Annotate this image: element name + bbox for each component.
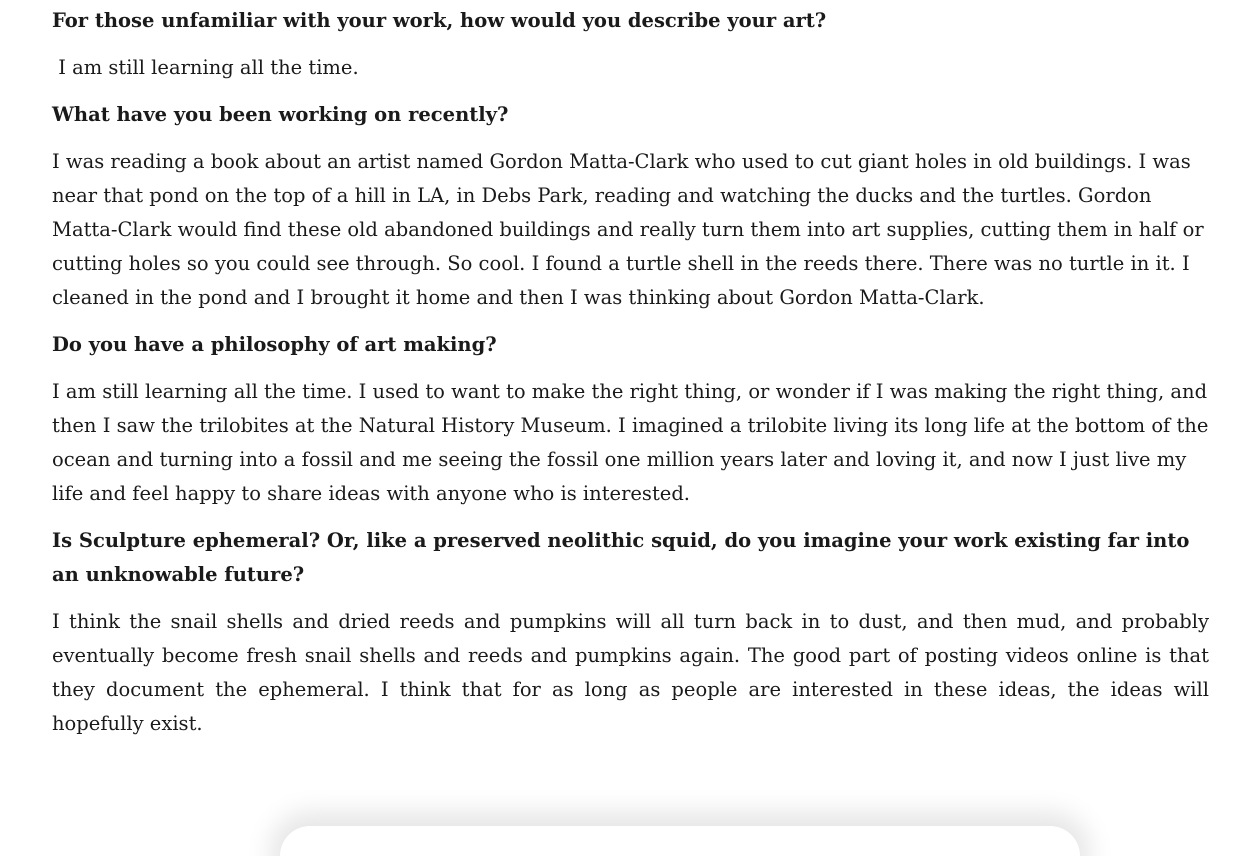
interview-question-2: What have you been working on recently? [52, 103, 509, 126]
interview-answer-4: I think the snail shells and dried reeds and pumpkins will all turn back in to dust, and then mud, and probably eventually become fresh snail shells and reeds and pumpkins again. The good part of posting videos online is that they document the ephemeral. I think that for as long as people are interested in these ideas, the ideas will hopefully exist. [52, 610, 1209, 735]
interview-answer-1: I am still learning all the time. [52, 56, 359, 79]
interview-question-3: Do you have a philosophy of art making? [52, 333, 497, 356]
bottom-floating-panel [280, 826, 1080, 856]
article-body [52, 4, 1209, 754]
interview-question-1: For those unfamiliar with your work, how would you describe your art? [52, 9, 827, 32]
interview-answer-2: I was reading a book about an artist named Gordon Matta-Clark who used to cut giant holes in old buildings. I was near that pond on the top of a hill in LA, in Debs Park, reading and watching the ducks and the turtles. Gordon Matta-Clark would find these old abandoned buildings and really turn them into art supplies, cutting them in half or cutting holes so you could see through. So cool. I found a turtle shell in the reeds there. There was no turtle in it. I cleaned in the pond and I brought it home and then I was thinking about Gordon Matta-Clark. [52, 150, 1204, 309]
interview-question-4: Is Sculpture ephemeral? Or, like a preserved neolithic squid, do you imagine your work existing far into an unknowable future? [52, 529, 1190, 586]
interview-answer-3: I am still learning all the time. I used to want to make the right thing, or wonder if I was making the right thing, and then I saw the trilobites at the Natural History Museum. I imagined a trilobite living its long life at the bottom of the ocean and turning into a fossil and me seeing the fossil one million years later and loving it, and now I just live my life and feel happy to share ideas with anyone who is interested. [52, 380, 1209, 505]
